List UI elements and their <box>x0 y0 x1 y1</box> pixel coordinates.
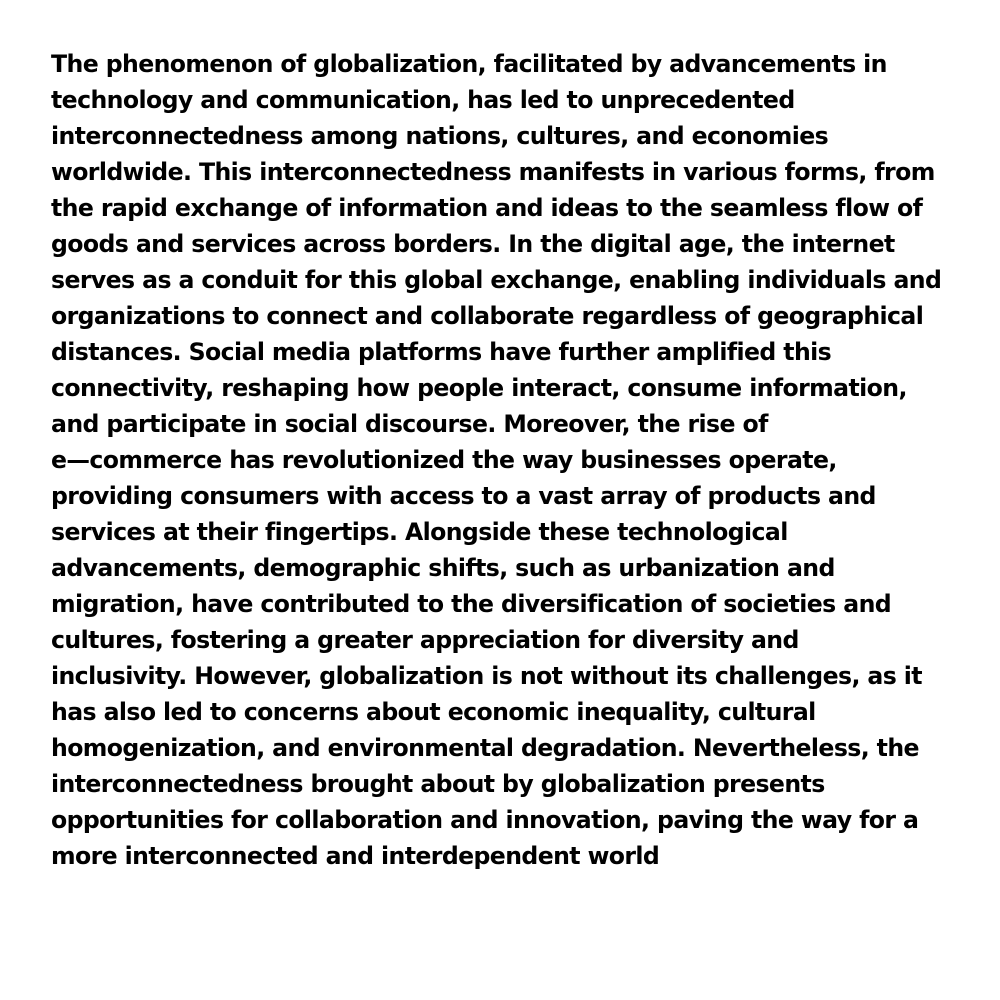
paragraph-text <box>51 46 971 874</box>
text-line: migration, have contributed to the diversification of societies and <box>51 590 892 618</box>
text-line: has also led to concerns about economic inequality, cultural <box>51 698 816 726</box>
text-line: The phenomenon of globalization, facilitated by advancements in <box>51 50 887 78</box>
text-line: homogenization, and environmental degradation. Nevertheless, the <box>51 734 919 762</box>
text-line: services at their fingertips. Alongside these technological <box>51 518 788 546</box>
text-line: serves as a conduit for this global exchange, enabling individuals and <box>51 266 942 294</box>
text-line: cultures, fostering a greater appreciation for diversity and <box>51 626 799 654</box>
text-line: interconnectedness brought about by globalization presents <box>51 770 825 798</box>
text-line: distances. Social media platforms have further amplified this <box>51 338 832 366</box>
text-line: advancements, demographic shifts, such as urbanization and <box>51 554 835 582</box>
text-line: organizations to connect and collaborate regardless of geographical <box>51 302 924 330</box>
text-line: connectivity, reshaping how people interact, consume information, <box>51 374 907 402</box>
text-line: e—commerce has revolutionized the way businesses operate, <box>51 446 837 474</box>
text-line: the rapid exchange of information and ideas to the seamless flow of <box>51 194 923 222</box>
text-line: inclusivity. However, globalization is not without its challenges, as it <box>51 662 922 690</box>
text-line: providing consumers with access to a vast array of products and <box>51 482 876 510</box>
text-line: interconnectedness among nations, cultures, and economies <box>51 122 829 150</box>
text-line: technology and communication, has led to unprecedented <box>51 86 795 114</box>
text-line: goods and services across borders. In the digital age, the internet <box>51 230 895 258</box>
text-line: worldwide. This interconnectedness manifests in various forms, from <box>51 158 935 186</box>
text-line: opportunities for collaboration and innovation, paving the way for a <box>51 806 919 834</box>
text-line: more interconnected and interdependent world <box>51 842 660 870</box>
text-line: and participate in social discourse. Moreover, the rise of <box>51 410 768 438</box>
